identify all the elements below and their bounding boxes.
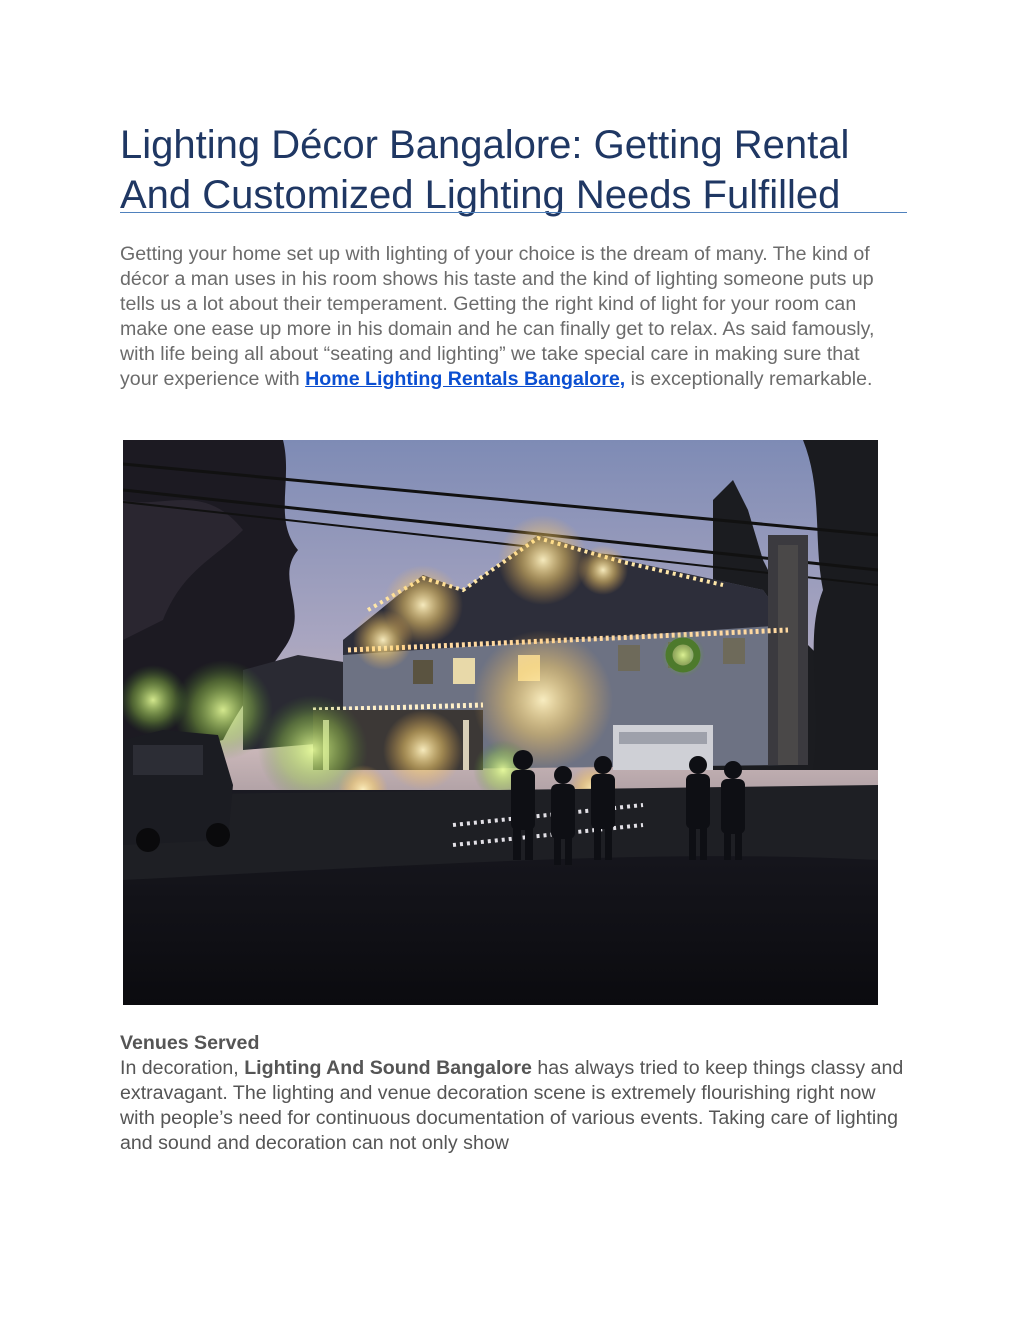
home-lighting-rentals-link[interactable]: Home Lighting Rentals Bangalore, bbox=[305, 368, 626, 390]
lighting-and-sound-bangalore-bold: Lighting And Sound Bangalore bbox=[244, 1057, 532, 1079]
venues-paragraph bbox=[120, 1056, 910, 1156]
venues-text-start: In decoration, bbox=[120, 1057, 245, 1079]
title-underline-divider bbox=[120, 212, 907, 213]
page-title: Lighting Décor Bangalore: Getting Rental And Customized Lighting Needs Fulfilled bbox=[120, 123, 850, 217]
decorated-house-photo bbox=[123, 440, 878, 1005]
intro-paragraph bbox=[120, 242, 900, 392]
section-heading-venues-served: Venues Served bbox=[120, 1032, 260, 1054]
intro-text-end: is exceptionally remarkable. bbox=[625, 368, 873, 390]
venues-text-end: has always tried to keep things classy and extravagant. The lighting and venue decoration scene is extremely flourishing right now with people’s need for continuous documentation of various events. Taking care of lighting and sound and decoration can not only show bbox=[120, 1057, 904, 1154]
intro-text-start: Getting your home set up with lighting of your choice is the dream of many. The kind of décor a man uses in his room shows his taste and the kind of lighting someone puts up tells us a lot about their temperament. Getting the right kind of light for your room can make one ease up more in his domain and he can finally get to relax. As said famously, with life being all about “seating and lighting” we take special care in making sure that your experience with bbox=[120, 243, 875, 390]
